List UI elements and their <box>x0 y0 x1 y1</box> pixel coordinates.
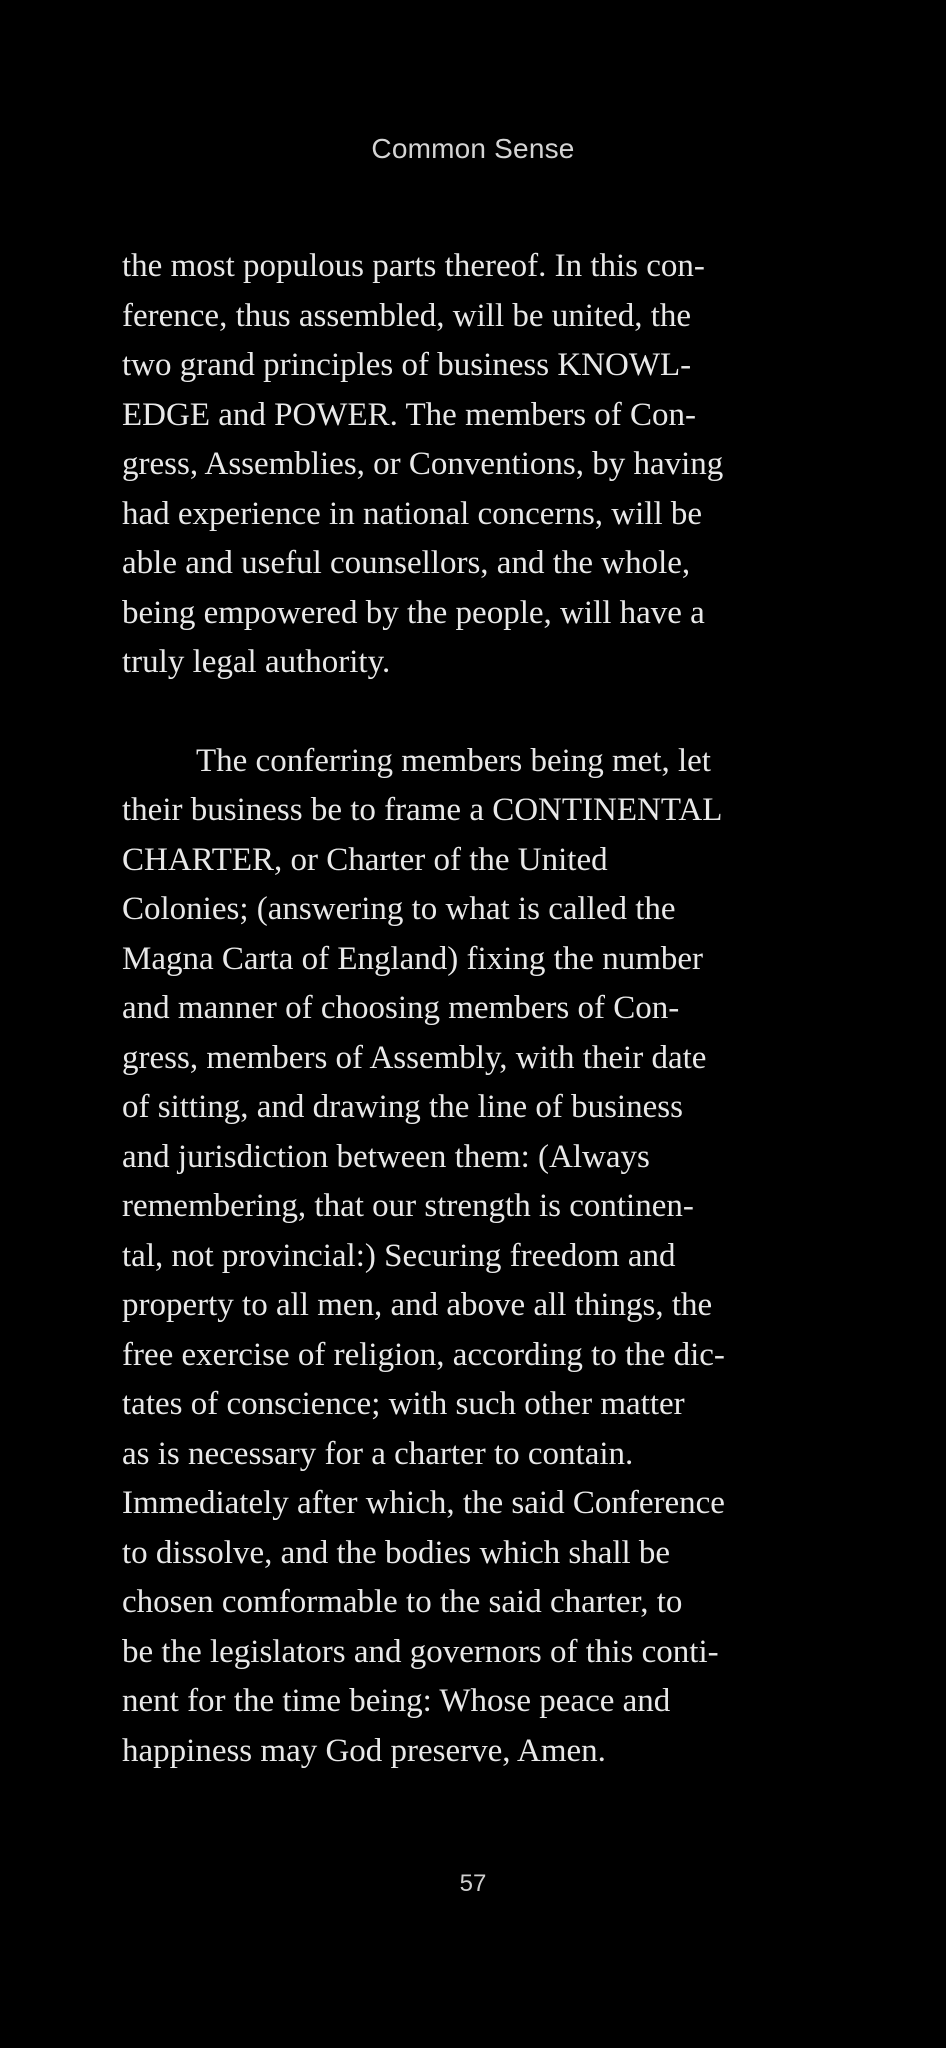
text-line: Immediately after which, the said Conference <box>122 1485 725 1521</box>
page-number: 57 <box>459 1870 487 1897</box>
text-line: be the legislators and governors of this conti- <box>122 1633 719 1670</box>
text-line: had experience in national concerns, will be <box>122 495 703 532</box>
book-title: Common Sense <box>371 133 575 164</box>
text-line: property to all men, and above all things, the <box>122 1287 713 1323</box>
text-line: chosen comformable to the said charter, to <box>122 1584 683 1620</box>
paragraph <box>122 737 858 1777</box>
text-line: The conferring members being met, let <box>196 742 711 779</box>
text-line: tal, not provincial:) Securing freedom and <box>122 1237 676 1274</box>
text-line: remembering, that our strength is continen- <box>122 1188 694 1224</box>
text-line: nent for the time being: Whose peace and <box>122 1683 671 1719</box>
text-line: and jurisdiction between them: (Always <box>122 1138 650 1175</box>
text-line: Colonies; (answering to what is called the <box>122 891 676 927</box>
text-line: tates of conscience; with such other matter <box>122 1386 685 1422</box>
text-line: their business be to frame a CONTINENTAL <box>122 792 723 828</box>
text-line: as is necessary for a charter to contain. <box>122 1435 634 1472</box>
text-line: able and useful counsellors, and the whole, <box>122 545 691 581</box>
text-line: gress, Assemblies, or Conventions, by having <box>122 446 724 482</box>
text-line: Magna Carta of England) fixing the number <box>122 940 703 977</box>
text-line: being empowered by the people, will have a <box>122 594 705 631</box>
page-text <box>122 242 858 1776</box>
text-line: the most populous parts thereof. In this con- <box>122 248 705 284</box>
text-line: happiness may God preserve, Amen. <box>122 1732 606 1769</box>
paragraph <box>122 242 858 688</box>
text-line: free exercise of religion, according to the dic- <box>122 1336 725 1373</box>
text-line: truly legal authority. <box>122 644 391 680</box>
text-line: gress, members of Assembly, with their date <box>122 1039 707 1076</box>
text-line: to dissolve, and the bodies which shall be <box>122 1534 671 1571</box>
text-line: and manner of choosing members of Con- <box>122 990 680 1026</box>
text-line: ference, thus assembled, will be united, the <box>122 297 692 334</box>
text-line: two grand principles of business KNOWL- <box>122 347 692 383</box>
text-line: EDGE and POWER. The members of Con- <box>122 396 697 433</box>
text-line: of sitting, and drawing the line of business <box>122 1089 683 1125</box>
text-line: CHARTER, or Charter of the United <box>122 841 608 878</box>
